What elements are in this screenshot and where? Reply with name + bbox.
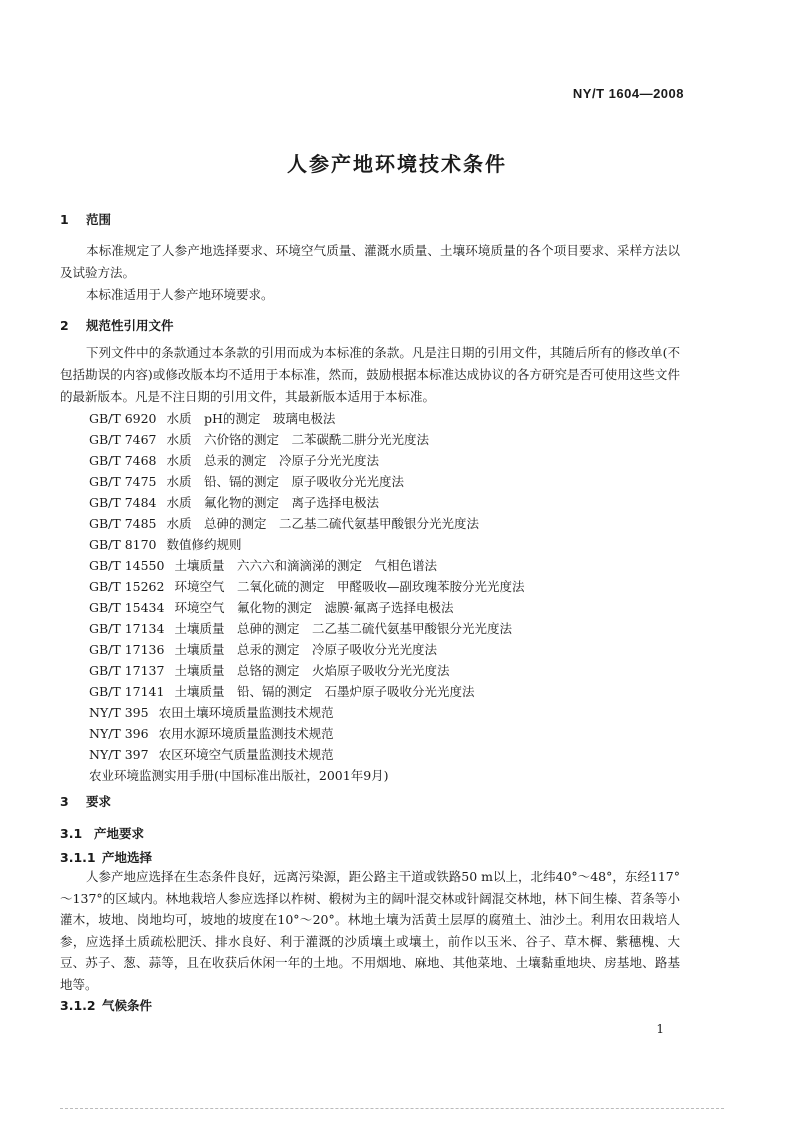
reference-title: 水质 总砷的测定 二乙基二硫代氨基甲酸银分光光度法 — [166, 516, 480, 531]
reference-item — [89, 765, 689, 786]
section-1-paragraph-1-text: 本标准规定了人参产地选择要求、环境空气质量、灌溉水质量、土壤环境质量的各个项目要求、采样方法以及试验方法。 — [60, 243, 680, 280]
reference-title: 农用水源环境质量监测技术规范 — [158, 726, 334, 741]
reference-code: GB/T 17137 — [89, 663, 165, 678]
section-1-heading — [60, 210, 111, 228]
subsection-3-1-2-title: 气候条件 — [102, 998, 153, 1013]
reference-code: GB/T 15262 — [89, 579, 165, 594]
reference-title: 数值修约规则 — [166, 537, 242, 552]
section-3-heading — [60, 792, 111, 810]
subsection-3-1-1-title: 产地选择 — [102, 850, 153, 865]
section-1-paragraph-1 — [60, 240, 680, 284]
reference-title: 农田土壤环境质量监测技术规范 — [158, 705, 334, 720]
reference-item — [89, 702, 689, 723]
reference-item — [89, 534, 689, 555]
reference-code: GB/T 7475 — [89, 474, 157, 489]
reference-title: 环境空气 氟化物的测定 滤膜·氟离子选择电极法 — [174, 600, 454, 615]
reference-item — [89, 744, 689, 765]
subsection-3-1-1-text: 人参产地应选择在生态条件良好，远离污染源，距公路主干道或铁路50 m以上，北纬40°～48°，东经117°～137°的区域内。林地栽培人参应选择以柞树、椴树为主的阔叶混交林或针阔混交林地，林下间生榛、苕条等小灌木，坡地、岗地均可，坡地的坡度在10°～20°。林地土壤为活黄土层厚的腐殖土、油沙土。利用农田栽培人参，应选择土质疏松肥沃、排水良好、利于灌溉的沙质壤土或壤土，前作以玉米、谷子、草木樨、紫穗槐、大豆、苏子、葱、蒜等，且在收获后休闲一年的土地。不用烟地、麻地、其他菜地、土壤黏重地块、房基地、路基地等。 — [60, 869, 680, 992]
section-2-intro — [60, 342, 680, 408]
reference-item — [89, 555, 689, 576]
reference-title: 水质 铅、镉的测定 原子吸收分光光度法 — [166, 474, 405, 489]
reference-item — [89, 618, 689, 639]
reference-title: 土壤质量 总铬的测定 火焰原子吸收分光光度法 — [174, 663, 450, 678]
document-title: 人参产地环境技术条件 — [287, 152, 507, 176]
section-2-title: 规范性引用文件 — [86, 318, 174, 333]
reference-title: 土壤质量 六六六和滴滴涕的测定 气相色谱法 — [174, 558, 437, 573]
section-1-paragraph-2-text: 本标准适用于人参产地环境要求。 — [86, 287, 274, 302]
reference-item — [89, 408, 689, 429]
section-2-intro-text: 下列文件中的条款通过本条款的引用而成为本标准的条款。凡是注日期的引用文件，其随后所有的修改单(不包括勘误的内容)或修改版本均不适用于本标准，然而，鼓励根据本标准达成协议的各方研究是否可使用这些文件的最新版本。凡是不注日期的引用文件，其最新版本适用于本标准。 — [60, 345, 680, 404]
reference-title: 土壤质量 总砷的测定 二乙基二硫代氨基甲酸银分光光度法 — [174, 621, 512, 636]
reference-title: 水质 六价铬的测定 二苯碳酰二肼分光光度法 — [166, 432, 430, 447]
reference-list — [89, 408, 689, 786]
section-1-title: 范围 — [86, 212, 112, 227]
section-3-title: 要求 — [86, 794, 112, 809]
subsection-3-1-1-heading — [60, 848, 152, 866]
reference-item — [89, 597, 689, 618]
reference-item — [89, 660, 689, 681]
reference-title: 土壤质量 总汞的测定 冷原子吸收分光光度法 — [174, 642, 437, 657]
reference-item — [89, 513, 689, 534]
reference-title: 农业环境监测实用手册(中国标准出版社，2001年9月) — [89, 768, 389, 783]
reference-item — [89, 450, 689, 471]
reference-title: 水质 pH的测定 玻璃电极法 — [166, 411, 336, 426]
reference-code: NY/T 397 — [89, 747, 149, 762]
subsection-3-1-2-number: 3.1.2 — [60, 998, 96, 1013]
reference-item — [89, 576, 689, 597]
subsection-3-1-number: 3.1 — [60, 826, 83, 841]
page-number: 1 — [656, 1022, 664, 1036]
reference-item — [89, 492, 689, 513]
reference-title: 环境空气 二氧化硫的测定 甲醛吸收—副玫瑰苯胺分光光度法 — [174, 579, 525, 594]
reference-code: GB/T 17136 — [89, 642, 165, 657]
reference-code: GB/T 6920 — [89, 411, 157, 426]
reference-code: NY/T 396 — [89, 726, 149, 741]
bottom-rule — [60, 1108, 724, 1109]
section-2-heading — [60, 316, 174, 334]
reference-title: 水质 总汞的测定 冷原子分光光度法 — [166, 453, 380, 468]
reference-code: NY/T 395 — [89, 705, 149, 720]
reference-title: 水质 氟化物的测定 离子选择电极法 — [166, 495, 380, 510]
subsection-3-1-title: 产地要求 — [94, 826, 145, 841]
reference-item — [89, 471, 689, 492]
subsection-3-1-1-number: 3.1.1 — [60, 850, 96, 865]
reference-code: GB/T 17134 — [89, 621, 165, 636]
reference-item — [89, 639, 689, 660]
reference-code: GB/T 17141 — [89, 684, 165, 699]
reference-title: 农区环境空气质量监测技术规范 — [158, 747, 334, 762]
reference-code: GB/T 7468 — [89, 453, 157, 468]
reference-item — [89, 429, 689, 450]
subsection-3-1-1-paragraph — [60, 866, 680, 995]
reference-code: GB/T 7467 — [89, 432, 157, 447]
section-1-paragraph-2 — [60, 284, 680, 306]
reference-title: 土壤质量 铅、镉的测定 石墨炉原子吸收分光光度法 — [174, 684, 475, 699]
reference-code: GB/T 14550 — [89, 558, 165, 573]
section-3-number: 3 — [60, 794, 69, 809]
subsection-3-1-heading — [60, 824, 144, 842]
reference-code: GB/T 7485 — [89, 516, 157, 531]
subsection-3-1-2-heading — [60, 996, 152, 1014]
reference-item — [89, 723, 689, 744]
reference-code: GB/T 7484 — [89, 495, 157, 510]
section-2-number: 2 — [60, 318, 69, 333]
reference-code: GB/T 15434 — [89, 600, 165, 615]
reference-code: GB/T 8170 — [89, 537, 157, 552]
reference-item — [89, 681, 689, 702]
section-1-number: 1 — [60, 212, 69, 227]
standard-code: NY/T 1604—2008 — [572, 86, 684, 101]
